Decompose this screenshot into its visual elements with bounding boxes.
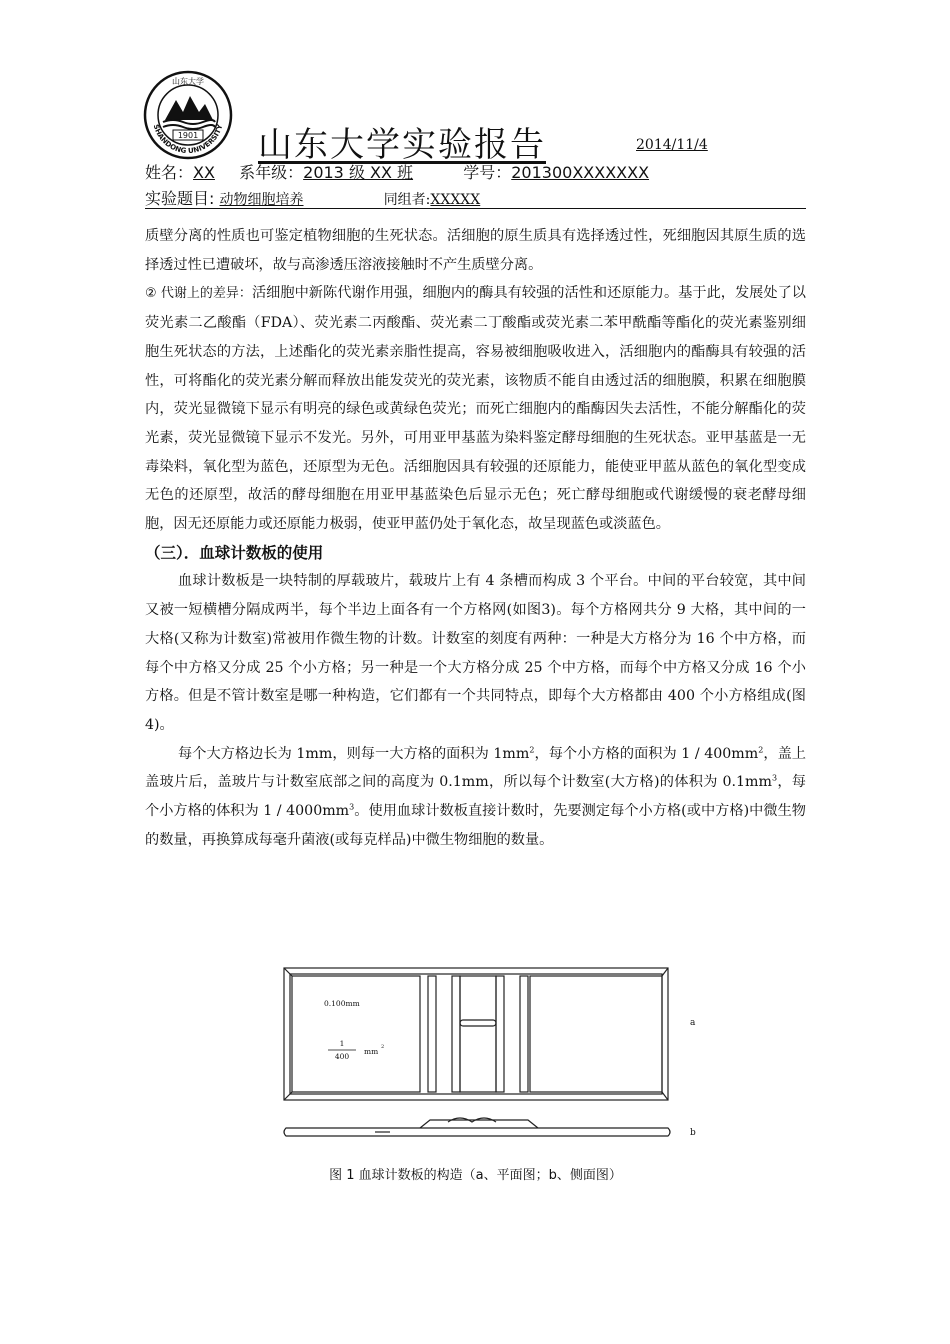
plan-view-label: a: [690, 1018, 696, 1028]
report-body: [145, 222, 806, 854]
name-value: XX: [193, 163, 215, 182]
side-view-label: b: [690, 1128, 696, 1138]
grade-value: 2013 级 XX 班: [303, 163, 414, 182]
header-divider: [145, 208, 806, 209]
topic-label: 实验题目:: [145, 189, 215, 208]
paragraph-volume: 每个大方格边长为 1mm，则每一大方格的面积为 $1mm^2$，每个小方格的面积为 $1 / 400mm^2$，盖上盖玻片后，盖玻片与计数室底部之间的高度为 0.1mm，所以每个计数室(大方格)的体积为 $0.1mm^3$，每个小方格的体积为 $1 / 4000mm^3$。使用血球计数板直接计数时，先要测定每个小方格(或中方格)中微生物的数量，再换算成每毫升菌液(或每克样品)中微生物细胞的数量。: [145, 744, 806, 848]
student-info-row: [145, 160, 649, 183]
area-unit-exponent: 2: [381, 1044, 385, 1050]
seal-text: SHANDONG UNIVERSITY: [151, 123, 225, 156]
experiment-info-row: [145, 186, 480, 209]
id-label: 学号：: [463, 163, 512, 182]
metabolism-lead: ② 代谢上的差异：: [145, 286, 252, 302]
paragraph-metabolism: ② 代谢上的差异：活细胞中新陈代谢作用强，细胞内的酶具有较强的活性和还原能力。基于此，发展处了以荧光素二乙酸酯（FDA）、荧光素二丙酸酯、荧光素二丁酸酯或荧光素二苯甲酰酯等酯化的荧光素鉴别细胞生死状态的方法，上述酯化的荧光素亲脂性提高，容易被细胞吸收进入，活细胞内的酯酶具有较强的活性，可将酯化的荧光素分解而释放出能发荧光的荧光素，该物质不能自由透过活的细胞膜，积累在细胞膜内，荧光显微镜下显示有明亮的绿色或黄绿色荧光；而死亡细胞内的酯酶因失去活性，不能分解酯化的荧光素，荧光显微镜下显示不发光。另外，可用亚甲基蓝为染料鉴定酵母细胞的生死状态。亚甲基蓝是一无毒染料，氧化型为蓝色，还原型为无色。活细胞因具有较强的还原能力，能使亚甲蓝从蓝色的氧化型变成无色的还原型，故活的酵母细胞在用亚甲基蓝染色后显示无色；死亡酵母细胞或代谢缓慢的衰老酵母细胞，因无还原能力或还原能力极弱，使亚甲蓝仍处于氧化态，故呈现蓝色或淡蓝色。: [145, 285, 806, 533]
svg-text:山东大学: 山东大学: [172, 77, 204, 86]
section-heading: （三）．血球计数板的使用: [145, 543, 324, 562]
partner-label: 同组者:: [383, 192, 431, 208]
hemocytometer-figure: [280, 962, 710, 1152]
university-seal-logo: [143, 70, 233, 160]
topic-value: 动物细胞培养: [219, 192, 304, 208]
name-label: 姓名：: [145, 163, 194, 182]
area-unit-label: mm: [364, 1047, 379, 1056]
report-title: 山东大学实验报告: [258, 125, 546, 165]
id-value: 201300XXXXXXX: [511, 163, 650, 182]
fraction-denominator: 400: [334, 1052, 350, 1061]
seal-year: 1901: [177, 131, 199, 140]
paragraph-hemocytometer: 血球计数板是一块特制的厚载玻片，载玻片上有 4 条槽而构成 3 个平台。中间的平台较宽，其中间又被一短横槽分隔成两半，每个半边上面各有一个方格网(如图3)。每个方格网共分 9 大格，其中间的一大格(又称为计数室)常被用作微生物的计数。计数室的刻度有两种：一种是大方格分为 16 个中方格，而每个中方格又分成 25 个小方格；另一种是一个大方格分成 25 个中方格，而每个中方格又分成 16 个小方格。但是不管计数室是哪一种构造，它们都有一个共同特点，即每个大方格都由 400 个小方格组成(图4)。: [145, 573, 806, 733]
grade-label: 系年级：: [239, 163, 304, 182]
report-date: 2014/11/4: [636, 137, 708, 153]
fraction-numerator: 1: [339, 1039, 345, 1048]
figure-caption: 图 1 血球计数板的构造（a、平面图；b、侧面图）: [329, 1168, 622, 1183]
depth-label: 0.100mm: [324, 999, 360, 1008]
partner-value: XXXXX: [430, 192, 481, 208]
paragraph-plasmolysis: 质壁分离的性质也可鉴定植物细胞的生死状态。活细胞的原生质具有选择透过性，死细胞因其原生质的选择透过性已遭破坏，故与高渗透压溶液接触时不产生质壁分离。: [145, 228, 806, 273]
